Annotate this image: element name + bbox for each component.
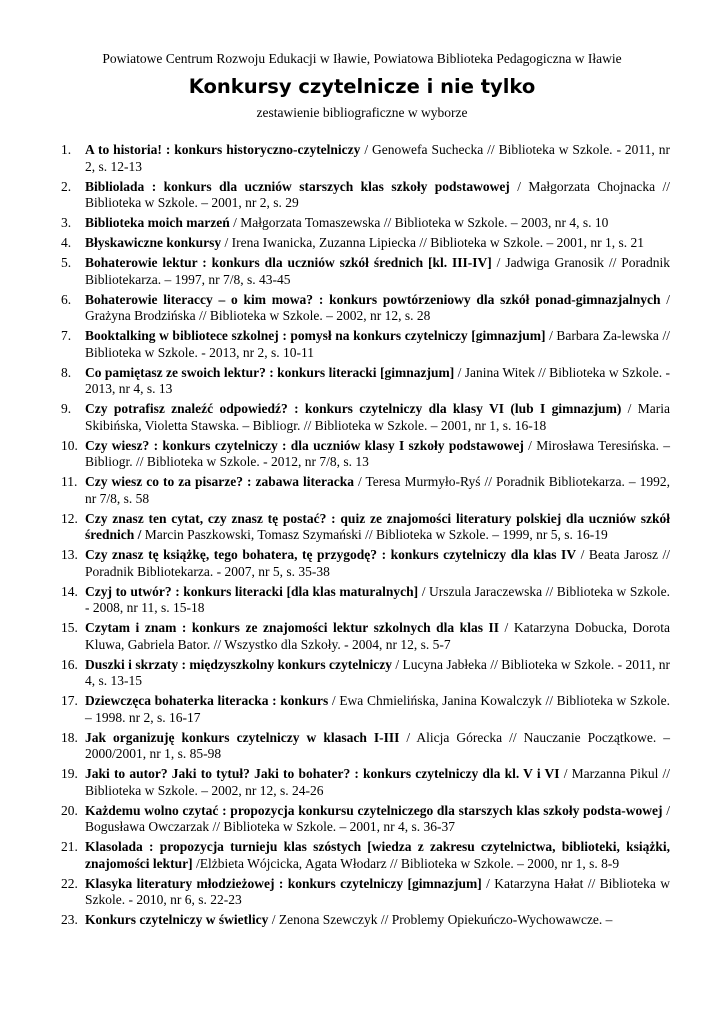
entry-title: Czy znasz tę książkę, tego bohatera, tę przygodę? : konkurs czytelniczy dla klas IV [85, 547, 577, 562]
entry-citation: /Elżbieta Wójcicka, Agata Włodarz // Biblioteka w Szkole. – 2000, nr 1, s. 8-9 [192, 855, 620, 871]
bibliography-entry [0, 912, 724, 929]
bibliography-entry [0, 547, 724, 580]
entry-title: Bibliolada : konkurs dla uczniów starszych klas szkoły podstawowej [85, 178, 510, 194]
entry-citation: / Irena Iwanicka, Zuzanna Lipiecka // Biblioteka w Szkole. – 2001, nr 1, s. 21 [221, 235, 645, 250]
entry-number: 6. [61, 291, 72, 307]
entry-number: 9. [61, 401, 72, 416]
entry-title: Każdemu wolno czytać : propozycja konkursu czytelniczego dla starszych klas szkoły podsta-wowej [85, 802, 663, 818]
bibliography-entry [0, 438, 724, 471]
entry-citation: Marcin Paszkowski, Tomasz Szymański // Biblioteka w Szkole. – 1999, nr 5, s. 16-19 [141, 527, 608, 542]
bibliography-entry [0, 401, 724, 434]
entry-title: Bohaterowie literaccy – o kim mowa? : konkurs powtórzeniowy dla szkół ponad-gimnazjalnych [85, 291, 661, 307]
entry-title: Co pamiętasz ze swoich lektur? : konkurs literacki [gimnazjum] [85, 364, 455, 380]
document-title: Konkursy czytelnicze i nie tylko [188, 75, 536, 98]
entry-number: 18. [61, 729, 78, 745]
entry-title: Dziewczęca bohaterka literacka : konkurs [85, 693, 329, 708]
entry-citation: / Janina Witek // Biblioteka w Szkole. - 2013, nr 4, s. 13 [85, 364, 671, 396]
entry-citation: / Katarzyna Dobucka, Dorota Kluwa, Gabriela Bator. // Wszystko dla Szkoły. - 2004, nr 12, s. 5-7 [85, 620, 670, 652]
entry-title: Czy znasz ten cytat, czy znasz tę postać? : quiz ze znajomości literatury polskiej dla uczniów szkół średnich / [85, 510, 670, 542]
entry-citation: / Beata Jarosz // Poradnik Bibliotekarza. - 2007, nr 5, s. 35-38 [85, 547, 670, 579]
entry-number: 13. [61, 547, 78, 562]
entry-citation: / Ewa Chmielińska, Janina Kowalczyk // Biblioteka w Szkole. – 1998. nr 2, s. 16-17 [85, 693, 670, 725]
entry-number: 15. [61, 620, 78, 635]
entry-citation: / Zenona Szewczyk // Problemy Opiekuńczo-Wychowawcze. – [268, 912, 613, 927]
document-subtitle: zestawienie bibliograficzne w wyborze [256, 105, 468, 120]
entry-title: A to historia! : konkurs historyczno-czytelniczy [85, 142, 361, 157]
entry-title: Jak organizuję konkurs czytelniczy w klasach I-III [85, 729, 400, 745]
entry-citation: / Genowefa Suchecka // Biblioteka w Szkole. - 2011, nr 2, s. 12-13 [85, 142, 670, 174]
entry-citation: / Alicja Górecka // Nauczanie Początkowe. – 2000/2001, nr 1, s. 85-98 [85, 729, 670, 761]
bibliography-entry [0, 730, 724, 763]
bibliography-entry [0, 803, 724, 836]
bibliography-entry [0, 839, 724, 872]
bibliography-entry [0, 766, 724, 799]
bibliography-entry [0, 693, 724, 726]
bibliography-entry [0, 876, 724, 909]
bibliography-entry [0, 474, 724, 507]
bibliography-entry [0, 365, 724, 398]
entry-number: 22. [61, 875, 78, 891]
bibliography-list [0, 142, 724, 932]
entry-citation: / Maria Skibińska, Violetta Stawska. – Bibliogr. // Biblioteka w Szkole. – 2001, nr 1, s. 16-18 [85, 401, 670, 433]
entry-title: Jaki to autor? Jaki to tytuł? Jaki to bohater? : konkurs czytelniczy dla kl. V i VI [85, 766, 560, 781]
entry-number: 12. [61, 510, 78, 526]
entry-title: Klasolada : propozycja turnieju klas szóstych [wiedza z zakresu czytelnictwa, biblioteki, książki, znajomości lektur] [85, 839, 670, 871]
entry-title: Czy potrafisz znaleźć odpowiedź? : konkurs czytelniczy dla klasy VI (lub I gimnazjum) [85, 401, 622, 416]
entry-citation: / Małgorzata Chojnacka // Biblioteka w Szkole. – 2001, nr 2, s. 29 [85, 178, 671, 210]
entry-number: 16. [61, 656, 78, 672]
entry-number: 17. [61, 693, 78, 708]
entry-citation: / Bogusława Owczarzak // Biblioteka w Szkole. – 2001, nr 4, s. 36-37 [85, 802, 670, 834]
bibliography-entry [0, 179, 724, 212]
entry-title: Błyskawiczne konkursy [85, 235, 222, 250]
bibliography-entry [0, 584, 724, 617]
entry-number: 3. [61, 215, 72, 230]
bibliography-entry [0, 511, 724, 544]
entry-number: 21. [61, 839, 78, 854]
entry-citation: / Jadwiga Granosik // Poradnik Bibliotekarza. – 1997, nr 7/8, s. 43-45 [85, 255, 670, 287]
bibliography-entry [0, 235, 724, 252]
entry-citation: / Lucyna Jabłeka // Biblioteka w Szkole. - 2011, nr 4, s. 13-15 [85, 656, 671, 688]
entry-number: 20. [61, 802, 78, 818]
entry-number: 8. [61, 364, 72, 380]
entry-number: 23. [61, 912, 78, 927]
entry-title: Bohaterowie lektur : konkurs dla uczniów szkół średnich [kl. III-IV] [85, 255, 492, 270]
entry-title: Czy wiesz co to za pisarze? : zabawa literacka [85, 474, 354, 489]
entry-citation: / Małgorzata Tomaszewska // Biblioteka w Szkole. – 2003, nr 4, s. 10 [229, 215, 609, 230]
entry-number: 2. [61, 178, 72, 194]
bibliography-entry [0, 255, 724, 288]
bibliography-entry [0, 142, 724, 175]
entry-number: 19. [61, 766, 78, 781]
entry-number: 4. [61, 235, 72, 250]
bibliography-entry [0, 657, 724, 690]
entry-title: Klasyka literatury młodzieżowej : konkurs czytelniczy [gimnazjum] [85, 875, 482, 891]
institution-header: Powiatowe Centrum Rozwoju Edukacji w Iławie, Powiatowa Biblioteka Pedagogiczna w Iławie [102, 51, 622, 66]
entry-citation: / Teresa Murmyło-Ryś // Poradnik Bibliotekarza. – 1992, nr 7/8, s. 58 [85, 474, 670, 506]
entry-title: Czytam i znam : konkurs ze znajomości lektur szkolnych dla klas II [85, 620, 499, 635]
bibliography-entry [0, 620, 724, 653]
entry-title: Konkurs czytelniczy w świetlicy [85, 912, 269, 927]
entry-number: 1. [61, 142, 72, 157]
bibliography-entry [0, 215, 724, 232]
entry-citation: / Mirosława Teresińska. – Bibliogr. // Biblioteka w Szkole. - 2012, nr 7/8, s. 13 [85, 437, 671, 469]
entry-citation: / Barbara Za-lewska // Biblioteka w Szkole. - 2013, nr 2, s. 10-11 [85, 328, 670, 360]
entry-citation: / Urszula Jaraczewska // Biblioteka w Szkole. - 2008, nr 11, s. 15-18 [85, 583, 670, 615]
entry-title: Biblioteka moich marzeń [85, 215, 230, 230]
entry-title: Czy wiesz? : konkurs czytelniczy : dla uczniów klasy I szkoły podstawowej [85, 437, 524, 453]
bibliography-entry [0, 292, 724, 325]
entry-citation: / Katarzyna Hałat // Biblioteka w Szkole. - 2010, nr 6, s. 22-23 [85, 875, 670, 907]
bibliography-entry [0, 328, 724, 361]
entry-number: 11. [61, 474, 78, 489]
entry-citation: / Grażyna Brodzińska // Biblioteka w Szkole. – 2002, nr 12, s. 28 [85, 291, 670, 323]
entry-title: Duszki i skrzaty : międzyszkolny konkurs czytelniczy [85, 656, 392, 672]
entry-number: 5. [61, 255, 72, 270]
entry-citation: / Marzanna Pikul // Biblioteka w Szkole. – 2002, nr 12, s. 24-26 [85, 766, 670, 798]
entry-number: 10. [61, 437, 78, 453]
entry-title: Booktalking w bibliotece szkolnej : pomysł na konkurs czytelniczy [gimnazjum] [85, 328, 546, 343]
entry-number: 7. [61, 328, 72, 343]
entry-title: Czyj to utwór? : konkurs literacki [dla klas maturalnych] [85, 583, 419, 599]
entry-number: 14. [61, 583, 78, 599]
